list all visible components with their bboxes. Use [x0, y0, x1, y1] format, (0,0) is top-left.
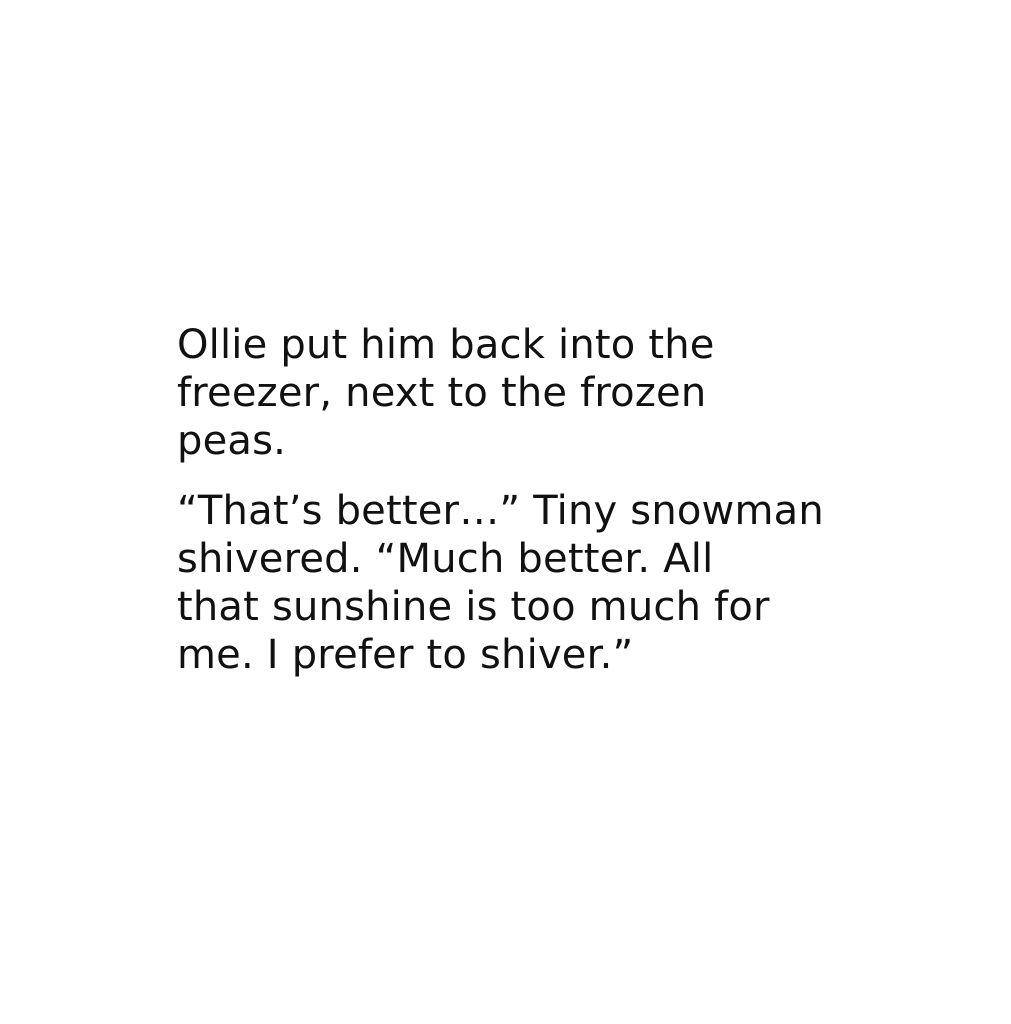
story-paragraph-1: [177, 321, 877, 465]
story-line: freezer, next to the frozen: [177, 370, 707, 416]
story-line: “That’s better…” Tiny snowman: [177, 488, 824, 534]
story-line: me. I prefer to shiver.”: [177, 632, 634, 678]
story-line: Ollie put him back into the: [177, 322, 715, 368]
story-text: [177, 321, 877, 701]
story-line: peas.: [177, 418, 287, 464]
story-line: that sunshine is too much for: [177, 584, 770, 630]
story-paragraph-2: [177, 487, 877, 679]
story-line: shivered. “Much better. All: [177, 536, 714, 582]
